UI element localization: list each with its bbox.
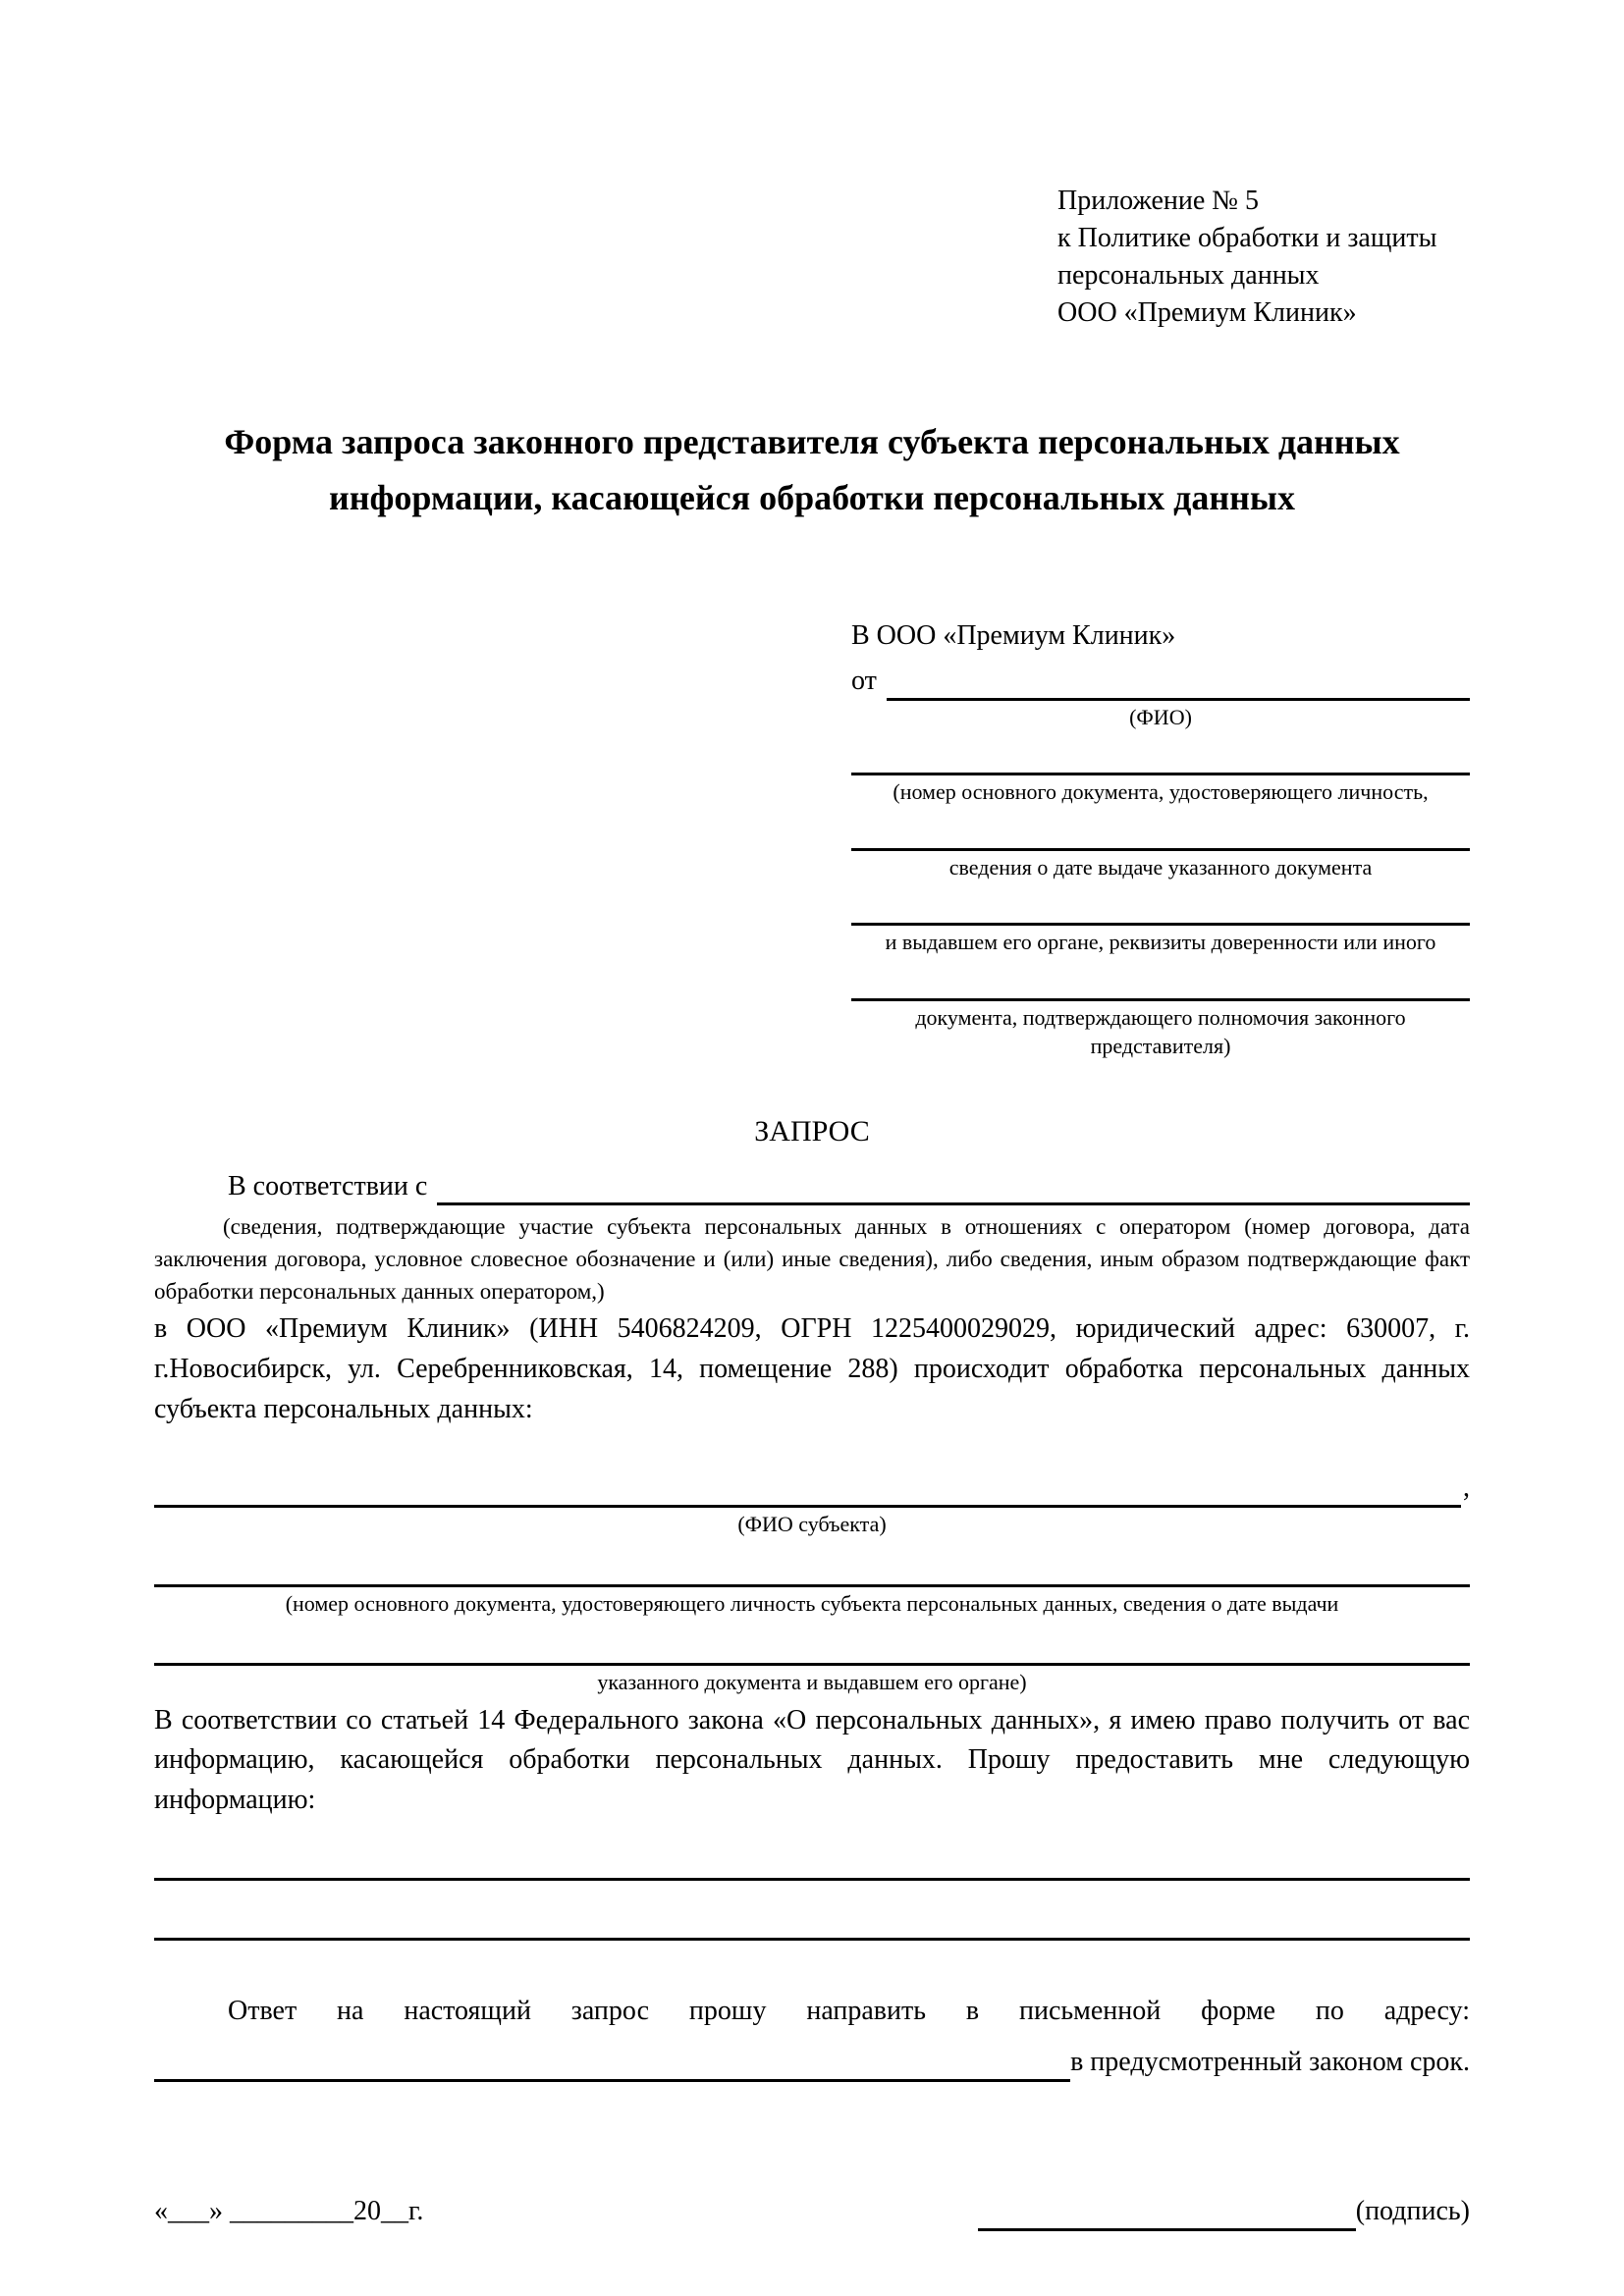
representative-doc-caption-2: сведения о дате выдаче указанного документа: [948, 854, 1373, 880]
representative-doc-blank-line-3: [851, 923, 1470, 926]
subject-doc-caption-2: указанного документа и выдавшем его органе): [597, 1670, 1027, 1695]
date-line: «___» _________20__г.: [154, 2195, 424, 2226]
appendix-header: [1057, 183, 1470, 332]
intro-row: [154, 1167, 1470, 1206]
fio-caption: (ФИО): [1129, 704, 1192, 729]
date-signature-row: [154, 2192, 1470, 2231]
subject-fio-row: [154, 1468, 1470, 1508]
from-label: от: [851, 665, 877, 696]
reply-address-row: [154, 2043, 1470, 2082]
signature-area: [978, 2192, 1470, 2231]
requested-info-blank-line-1: [154, 1878, 1470, 1881]
subject-doc-blank-line-1: [154, 1584, 1470, 1587]
from-row: [851, 662, 1470, 701]
representative-doc-blank-line-4: [851, 998, 1470, 1001]
intro-caption: (сведения, подтверждающие участие субъекта персональных данных в отношениях с оператором (номер договора, дата заключения договора, условное словесное обозначение и (или) иные сведения), либо сведения, иным образом подтверждающие факт обработки персональных данных оператором,): [154, 1214, 1470, 1304]
operator-paragraph: в ООО «Премиум Клиник» (ИНН 5406824209, ОГРН 1225400029029, юридический адрес: 630007, г. г.Новосибирск, ул. Серебренниковская, 14, помещение 288) происходит обработка персональных данных субъекта персональных данных:: [154, 1313, 1470, 1424]
subject-doc-blank-line-2: [154, 1663, 1470, 1666]
appendix-org-line: ООО «Премиум Клиник»: [1057, 297, 1357, 329]
subject-fio-comma: ,: [1463, 1472, 1470, 1504]
document-title: Форма запроса законного представителя субъекта персональных данных информации, касающейся обработки персональных данных: [224, 422, 1400, 518]
representative-doc-blank-line-1: [851, 773, 1470, 775]
intro-label: В соответствии с: [228, 1170, 428, 1201]
subject-fio-caption: (ФИО субъекта): [737, 1511, 887, 1536]
representative-doc-caption-3: и выдавшем его органе, реквизиты доверенности или иного: [885, 930, 1436, 955]
representative-fio-blank-line: [887, 671, 1470, 701]
subject-fio-blank-line: [154, 1478, 1461, 1508]
appendix-number-line: Приложение № 5: [1057, 186, 1259, 216]
representative-doc-caption-1: (номер основного документа, удостоверяющего личность,: [893, 779, 1429, 805]
reply-paragraph: Ответ на настоящий запрос прошу направить в письменной форме по адресу:: [228, 1995, 1470, 2026]
request-heading: ЗАПРОС: [754, 1115, 870, 1148]
representative-doc-blank-line-2: [851, 848, 1470, 851]
subject-doc-caption-1: (номер основного документа, удостоверяющего личность субъекта персональных данных, сведения о дате выдачи: [285, 1590, 1339, 1616]
addressee-block: [851, 616, 1470, 1060]
relation-details-blank-line: [437, 1177, 1470, 1206]
reply-address-blank-line: [154, 2053, 1070, 2082]
signature-blank-line: [978, 2202, 1356, 2231]
reply-tail-text: в предусмотренный законом срок.: [1070, 2047, 1470, 2078]
appendix-policy-line-2: персональных данных: [1057, 260, 1320, 292]
addressee-org-line: В ООО «Премиум Клиник»: [851, 620, 1176, 652]
representative-doc-caption-4: документа, подтверждающего полномочия законного представителя): [915, 1004, 1406, 1058]
requested-info-blank-line-2: [154, 1938, 1470, 1941]
appendix-policy-line-1: к Политике обработки и защиты: [1057, 223, 1437, 254]
law-paragraph: В соответствии со статьей 14 Федерального закона «О персональных данных», я имею право получить от вас информацию, касающейся обработки персональных данных. Прошу предоставить мне следующую информацию:: [154, 1704, 1470, 1815]
signature-caption: (подпись): [1355, 2195, 1470, 2226]
